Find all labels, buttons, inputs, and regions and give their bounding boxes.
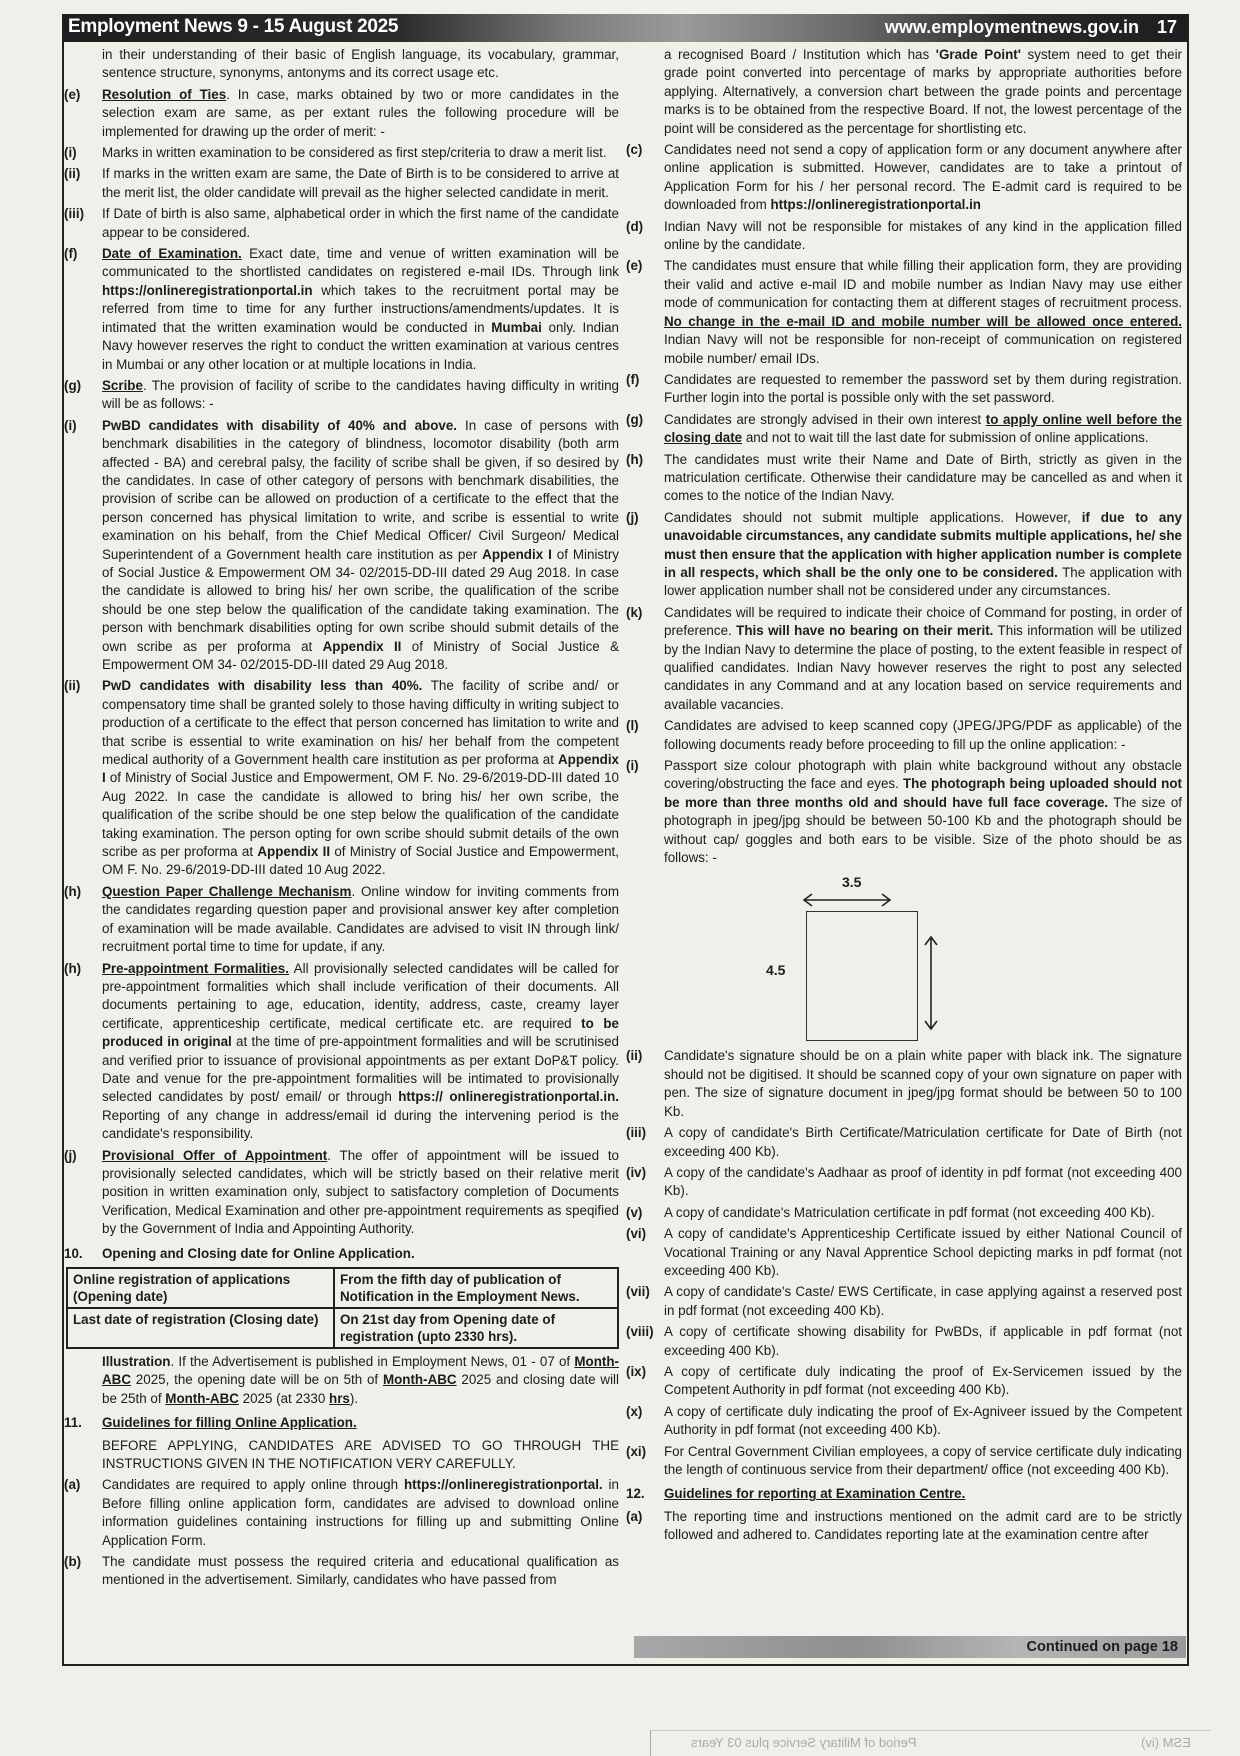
item-d: (d) Indian Navy will not be responsible for mistakes of any kind in the application filled online by the candidate. (626, 218, 1182, 253)
doc-item: (viii) A copy of certificate showing disability for PwBDs, if applicable in pdf format (not exceeding 400 Kb). (626, 1324, 1182, 1358)
portal-link[interactable]: https:// onlineregistrationportal.in. (398, 1089, 619, 1105)
heading-provisional-offer: Provisional Offer of Appointment (102, 1147, 328, 1163)
photo-height-label: 4.5 (766, 962, 786, 979)
reverse-page-bleed-through: Period of Military Service plus 03 Years ESM (iv) (650, 1730, 1211, 1756)
heading-scribe: Scribe (102, 377, 143, 393)
continued-on-next-page-banner: Continued on page 18 (634, 1636, 1186, 1658)
doc-item: (ii) Candidate's signature should be on a plain white paper with black ink. The signature should not be digitised. It should be scanned copy of your own signature on paper with pen. The size of signature document in jpeg/jpg format should be between 50 to 100 Kb. (626, 1048, 1182, 1119)
item-question-paper-challenge: (h) Question Paper Challenge Mechanism. Online window for inviting comments from the candidates regarding question paper and provisional answer key after completion of examination will be made available. Candidates are advised to visit IN through link/ recruitment portal time to time for update, if any. (64, 883, 619, 955)
apply-online-item: (a) Candidates are required to apply online through https://onlineregistrationportal. in Before filling online application form, candidates are advised to download online information guidelines containing instructions for filling up and submitting Online Application Form. (64, 1477, 619, 1548)
grade-point-continuation: a recognised Board / Institution which has 'Grade Point' system need to get their grade point converted into percentage of marks by appropriate authorities before applying. Alternatively, a conversion chart between the grade points and percentage marks is to be obtained from the respective Board. If not, the lowest percentage of the point will be considered as the percentage for shortlisting etc. (664, 47, 1183, 136)
item-e: (e) The candidates must ensure that while filling their application form, they are providing their valid and active e-mail ID and mobile number as Indian Navy may use either mode of communication for contacting them at different stages of recruitment process. No change in the e-mail ID and mobile number will be allowed once entered. Indian Navy will not be responsible for non-receipt of communication on registered mobile number/ email IDs. (626, 258, 1182, 366)
portal-link[interactable]: https://onlineregistrationportal.in (770, 197, 981, 213)
item-f: (f) Candidates are requested to remember the password set by them during registration. Further login into the portal is possible only with the set password. (626, 371, 1182, 406)
photo-width-label: 3.5 (842, 874, 862, 891)
right-column (626, 46, 1182, 1548)
item-pre-appointment: (h) Pre-appointment Formalities. All provisionally selected candidates will be called for pre-appointment formalities which shall include verification of their documents. All documents pertaining to age, education, identity, address, caste, creamy layer certificate, apprenticeship certificate, medical certificate etc. are required to be produced in original at the time of pre-appointment formalities and will be scrutinised and verified prior to issuance of provisional appointments as per extant DoP&T policy. Date and venue for the pre-appointment formalities will be intimated to provisionally selected candidates by post/ email/ or through https:// onlineregistrationportal.in. Reporting of any change in address/email id during the intervening period is the candidate's responsibility. (64, 960, 619, 1142)
item-scribe: (g) Scribe. The provision of facility of scribe to the candidates having difficulty in writing will be as follows: - (64, 377, 619, 412)
doc-item: (v) A copy of candidate's Matriculation certificate in pdf format (not exceeding 400 Kb). (626, 1204, 1155, 1220)
item-provisional-offer: (j) Provisional Offer of Appointment. The offer of appointment will be issued to provisionally selected candidates, which will be strictly based on their relative merit position in written examination only, subject to satisfactory completion of Documents Verification, Medical Examination and other pre-appointment requirements as speqified by the Government of India and Appointing Authority. (64, 1147, 619, 1237)
left-column (64, 46, 619, 1593)
table-row: Online registration of applications (Opening date) From the fifth day of publication of Notification in the Employment News. (67, 1268, 618, 1308)
item-h: (h) The candidates must write their Name and Date of Birth, strictly as given in the matriculation certificate. Otherwise their candidature may be cancelled as and when it comes to the notice of the Indian Navy. (626, 451, 1182, 504)
doc-item: (x) A copy of certificate duly indicating the proof of Ex-Agniveer issued by the Competent Authority in pdf format (not exceeding 400 Kb). (626, 1403, 1182, 1438)
item-k: (k) Candidates will be required to indicate their choice of Command for posting, in order of preference. This will have no bearing on their merit. This information will be utilized by the Indian Navy to determine the place of posting, to the extent feasible in respect of qualified candidates. Indian Navy however reserves the right to post any selected candidates in any Command and at any location based on service requirements and available vacancies. (626, 604, 1182, 712)
heading-pre-appointment: Pre-appointment Formalities. (102, 960, 289, 976)
section-11-heading: 11. Guidelines for filling Online Application. (64, 1415, 357, 1431)
page-number: 17 (1156, 17, 1177, 37)
portal-link[interactable]: https://onlineregistrationportal.in (102, 282, 313, 298)
doc-item: (iv) A copy of the candidate's Aadhaar as proof of identity in pdf format (not exceeding 400 Kb). (626, 1164, 1182, 1199)
photo-size-diagram (626, 873, 1182, 1043)
item-c: (c) Candidates need not send a copy of application form or any document anywhere after online application is submitted. However, candidates are to take a printout of Application Form for his / her personal record. The E-admit card is required to be downloaded from https://onlineregistrationportal.in (626, 142, 1182, 213)
page-header (62, 14, 1187, 42)
scribe-pwd-below-40: (ii) PwD candidates with disability less than 40%. The facility of scribe and/ or compensatory time shall be granted solely to those having difficulty in writing subject to production of a certificate to the effect that person concerned has limitation to write and that scribe is essential to write examination on his/ her behalf from the competent medical authority of a Government health care institution as per proforma at Appendix I of Ministry of Social Justice and Empowerment, OM F. No. 29-6/2019-DD-III dated 10 Aug 2022. In case the candidate is allowed to bring his/ her own scribe, the qualification of the scribe should be one step below the qualification of the candidate taking examination. The person opting for own scribe should submit details of the own scribe as per proforma at Appendix II of Ministry of Social Justice and Empowerment, OM F. No. 29-6/2019-DD-III dated 10 Aug 2022. (64, 678, 619, 878)
website-link[interactable]: www.employmentnews.gov.in (884, 17, 1139, 37)
item-g: (g) Candidates are strongly advised in their own interest to apply online well before the closing date and not to wait till the last date for submission of online applications. (626, 411, 1182, 446)
tie-rule-3: (iii) If Date of birth is also same, alphabetical order in which the first name of the candidate appear to be considered. (64, 206, 619, 240)
heading-date-of-examination: Date of Examination. (102, 246, 242, 262)
doc-item: (iii) A copy of candidate's Birth Certificate/Matriculation certificate for Date of Birth (not exceeding 400 Kb). (626, 1125, 1182, 1159)
section-10-heading: 10. Opening and Closing date for Online Application. (64, 1245, 415, 1261)
item-j: (j) Candidates should not submit multiple applications. However, if due to any unavoidable circumstances, any candidate submits multiple applications, he/ she must then ensure that the application with higher application number is complete in all respects, which shall be the only one to be considered. The application with lower application number shall not be considered under any circumstances. (626, 509, 1182, 599)
header-right (885, 17, 1177, 38)
tie-rule-1: (i) Marks in written examination to be considered as first step/criteria to draw a merit list. (64, 145, 607, 161)
doc-photograph: (i) Passport size colour photograph with plain white background without any obstacle covering/obstructing the face and eyes. The photograph being uploaded should not be more than three months old and should have full face coverage. The size of photograph in jpeg/jpg should be between 50-100 Kb and the photograph should be without cap/ goggles and both ears to be visible. Size of the photo should be as follows: - (626, 758, 1183, 866)
caps-advisory: BEFORE APPLYING, CANDIDATES ARE ADVISED TO GO THROUGH THE INSTRUCTIONS GIVEN IN THE NOTIFICATION VERY CAREFULLY. (102, 1437, 619, 1472)
portal-link[interactable]: https://onlineregistrationportal. (404, 1477, 603, 1493)
table-row: Last date of registration (Closing date) On 21st day from Opening date of registration (upto 2330 hrs). (67, 1308, 618, 1348)
doc-item: (xi) For Central Government Civilian employees, a copy of service certificate duly indicating the length of continuous service from their department/ office (not exceeding 400 Kb). (626, 1443, 1182, 1477)
newspaper-title: Employment News 9 - 15 August 2025 (68, 16, 399, 37)
intro-continuation: in their understanding of their basic of English language, its vocabulary, grammar, sentence structure, synonyms, antonyms and its correct usage etc. (102, 47, 619, 81)
tie-rule-2: (ii) If marks in the written exam are same, the Date of Birth is to be considered to arrive at the merit list, the older candidate will prevail as the higher selected candidate in merit. (64, 166, 619, 200)
heading-resolution-of-ties: Resolution of Ties (102, 86, 227, 102)
item-date-of-examination: (f) Date of Examination. Exact date, time and venue of written examination will be communicated to the shortlisted candidates on registered e-mail IDs. Through link https://onlineregistrationportal.in which takes to the recruitment portal may be referred from time to time for any further instructions/amendments/updates. It is intimated that the written examination would be conducted in Mumbai only. Indian Navy however reserves the right to conduct the written examination at various centres in Mumbai or any other location or at multiple locations in India. (64, 246, 619, 372)
item-resolution-of-ties: (e) Resolution of Ties. In case, marks obtained by two or more candidates in the selection exam are same, as per extant rules the following procedure will be implemented for drawing up the order of merit: - (64, 86, 619, 139)
doc-item: (ix) A copy of certificate duly indicating the proof of Ex-Servicemen issued by the Competent Authority in pdf format (not exceeding 400 Kb). (626, 1363, 1182, 1398)
section-12-heading: 12. Guidelines for reporting at Examination Centre. (626, 1486, 966, 1502)
horizontal-double-arrow-icon (802, 893, 892, 907)
reporting-item: (a) The reporting time and instructions mentioned on the admit card are to be strictly followed and adhered to. Candidates reporting late at the examination centre after (626, 1508, 1182, 1543)
registration-dates-table (66, 1267, 619, 1349)
vertical-double-arrow-icon (924, 935, 938, 1031)
scribe-pwbd-40-above: (i) PwBD candidates with disability of 40% and above. In case of persons with benchmark disabilities in the category of blindness, locomotor disability (both arm affected - BA) and cerebral palsy, the facility of scribe shall be given, if so desired by the candidates. In case of other category of persons with benchmark disabilities, the provision of scribe can be allowed on production of a certificate to the effect that the person concerned has physical limitation to write, and scribe is essential to write examination on his behalf, from the Chief Medical Officer/ Civil Surgeon/ Medical Superintendent of a Government health care institution as per Appendix I of Ministry of Social Justice & Empowerment OM 34- 02/2015-DD-III dated 29 Aug 2018. In case the candidate is allowed to bring his/ her own scribe, the qualification of the scribe should be one step below the qualification of the candidate taking examination. The person with benchmark disabilities opting for own scribe should submit details of the own scribe as per proforma at Appendix II of Ministry of Social Justice & Empowerment OM 34- 02/2015-DD-III dated 29 Aug 2018. (64, 417, 620, 672)
illustration: Illustration. If the Advertisement is published in Employment News, 01 - 07 of Month-ABC 2025, the opening date will be on 5th of Month-ABC 2025 and closing date will be 25th of Month-ABC 2025 (at 2330 hrs). (102, 1354, 620, 1406)
doc-item: (vii) A copy of candidate's Caste/ EWS Certificate, in case applying against a reserved post in pdf format (not exceeding 400 Kb). (626, 1284, 1182, 1318)
item-l: (l) Candidates are advised to keep scanned copy (JPEG/JPG/PDF as applicable) of the following documents ready before proceeding to fill up the online application: - (626, 718, 1182, 752)
qualification-item: (b) The candidate must possess the required criteria and educational qualification as mentioned in the advertisement. Similarly, candidates who have passed from (64, 1554, 619, 1588)
doc-item: (vi) A copy of candidate's Apprenticeship Certificate issued by either National Council of Vocational Training or any Naval Apprentice School depicting marks in pdf format (not exceeding 400 Kb). (626, 1226, 1182, 1278)
heading-question-paper-challenge: Question Paper Challenge Mechanism (102, 883, 352, 899)
photo-frame (806, 911, 918, 1041)
